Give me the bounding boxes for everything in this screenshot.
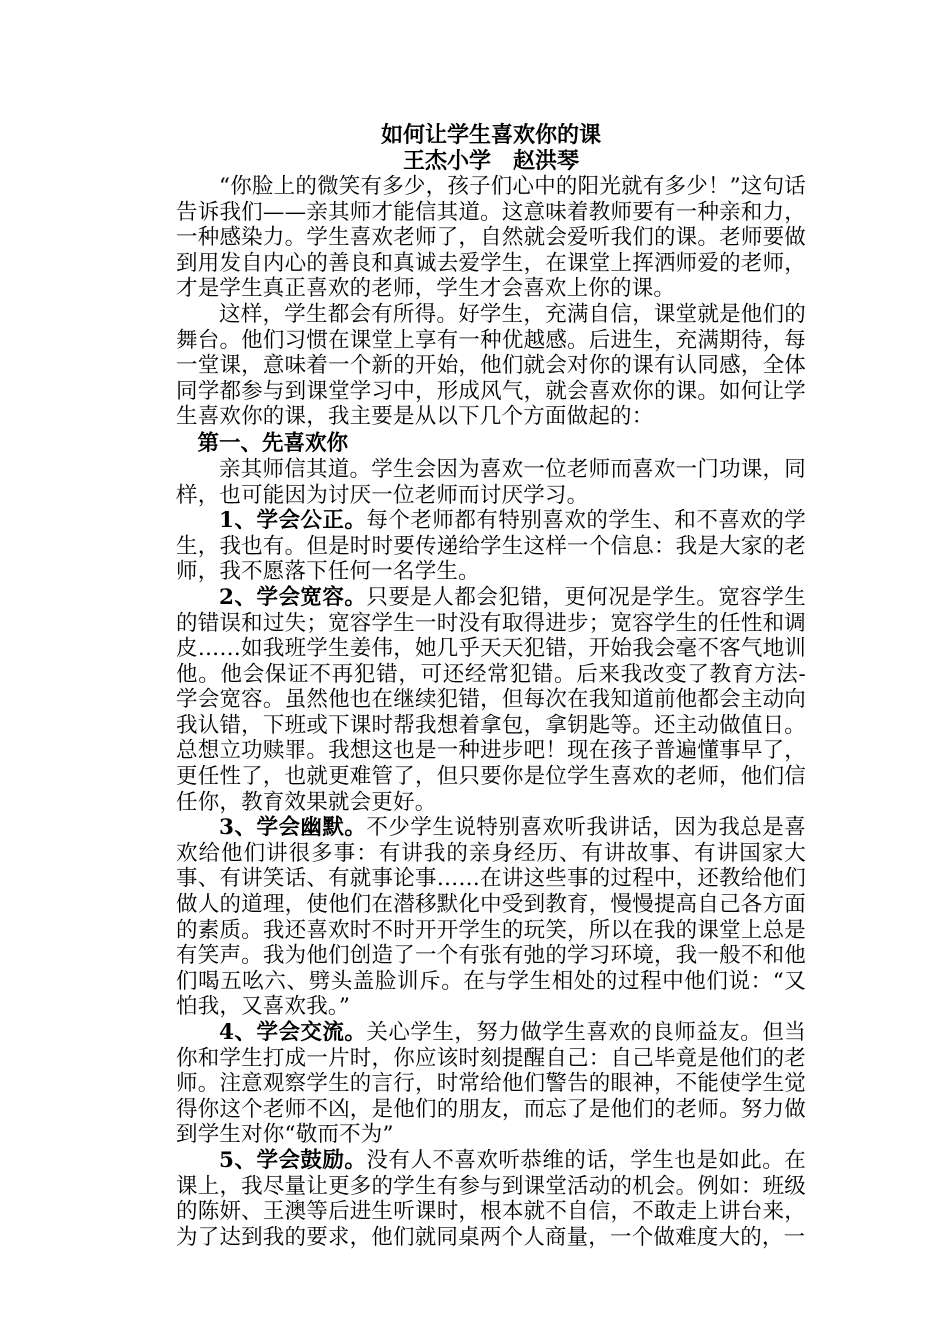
- intro-paragraph: 这样，学生都会有所得。好学生，充满自信，课堂就是他们的舞台。他们习惯在课堂上享有一种优越感。后进生，充满期待，每一堂课，意味着一个新的开始，他们就会对你的课有认同感，全体同学都参与到课堂学习中，形成风气，就会喜欢你的课。如何让学生喜欢你的课，我主要是从以下几个方面做起的：: [176, 301, 806, 430]
- point-lead: 3、学会幽默。: [219, 815, 367, 841]
- point-text: 没有人不喜欢听恭维的话，学生也是如此。在课上，我尽量让更多的学生有参与到课堂活动的机会。例如：班级的陈妍、王澳等后进生听课时，根本就不自信，不敢走上讲台来，为了达到我的要求，他们就同桌两个人商量，一个做难度大的，一: [176, 1147, 806, 1250]
- point-lead: 5、学会鼓励。: [219, 1147, 367, 1173]
- section-heading: 第一、先喜欢你: [197, 430, 349, 456]
- point-text: 关心学生，努力做学生喜欢的良师益友。但当你和学生打成一片时，你应该时刻提醒自己：自己毕竟是他们的老师。注意观察学生的言行，时常给他们警告的眼神，不能使学生觉得你这个老师不凶，是他们的朋友，而忘了是他们的老师。努力做到学生对你“敬而不为”: [176, 1020, 806, 1148]
- intro-paragraph: “你脸上的微笑有多少，孩子们心中的阳光就有多少！”这句话告诉我们——亲其师才能信其道。这意味着教师要有一种亲和力，一种感染力。学生喜欢老师了，自然就会爱听我们的课。老师要做到用发自内心的善良和真诚去爱学生，在课堂上挥洒师爱的老师，才是学生真正喜欢的老师，学生才会喜欢上你的课。: [176, 174, 806, 302]
- point-paragraph: [176, 508, 806, 585]
- point-text: 只要是人都会犯错，更何况是学生。宽容学生的错误和过失；宽容学生一时没有取得进步；宽容学生的任性和调皮……如我班学生姜伟，她几乎天天犯错，开始我会毫不客气地训他。他会保证不再犯错，可还经常犯错。后来我改变了教育方法-学会宽容。虽然他也在继续犯错，但每次在我知道前他都会主动向我认错，下班或下课时帮我想着拿包，拿钥匙等。还主动做值日。总想立功赎罪。我想这也是一种进步吧！现在孩子普遍懂事早了，更任性了，也就更难管了，但只要你是位学生喜欢的老师，他们信任你，教育效果就会更好。: [176, 584, 806, 815]
- point-lead: 2、学会宽容。: [219, 584, 367, 610]
- document-page: [176, 122, 806, 1250]
- point-paragraph: [176, 585, 806, 815]
- point-text: 每个老师都有特别喜欢的学生、和不喜欢的学生，我也有。但是时时要传递给学生这样一个信息：我是大家的老师，我不愿落下任何一名学生。: [176, 508, 806, 585]
- document-author: 王杰小学 赵洪琴: [402, 148, 579, 174]
- point-paragraph: [176, 1020, 806, 1148]
- point-paragraph: [176, 1148, 806, 1250]
- point-text: 不少学生说特别喜欢听我讲话，因为我总是喜欢给他们讲很多事：有讲我的亲身经历、有讲故事、有讲国家大事、有讲笑话、有就事论事……在讲这些事的过程中，还教给他们做人的道理，使他们在潜移默化中受到教育，慢慢提高自己各方面的素质。我还喜欢时不时开开学生的玩笑，所以在我的课堂上总是有笑声。我为他们创造了一个有张有弛的学习环境，我一般不和他们喝五吆六、劈头盖脸训斥。在与学生相处的过程中他们说：“又怕我，又喜欢我。”: [176, 815, 806, 1020]
- section-paragraph: 亲其师信其道。学生会因为喜欢一位老师而喜欢一门功课，同样，也可能因为讨厌一位老师而讨厌学习。: [176, 456, 806, 508]
- point-lead: 1、学会公正。: [219, 508, 367, 534]
- point-paragraph: [176, 815, 806, 1020]
- document-title: 如何让学生喜欢你的课: [380, 122, 601, 148]
- point-lead: 4、学会交流。: [219, 1020, 367, 1045]
